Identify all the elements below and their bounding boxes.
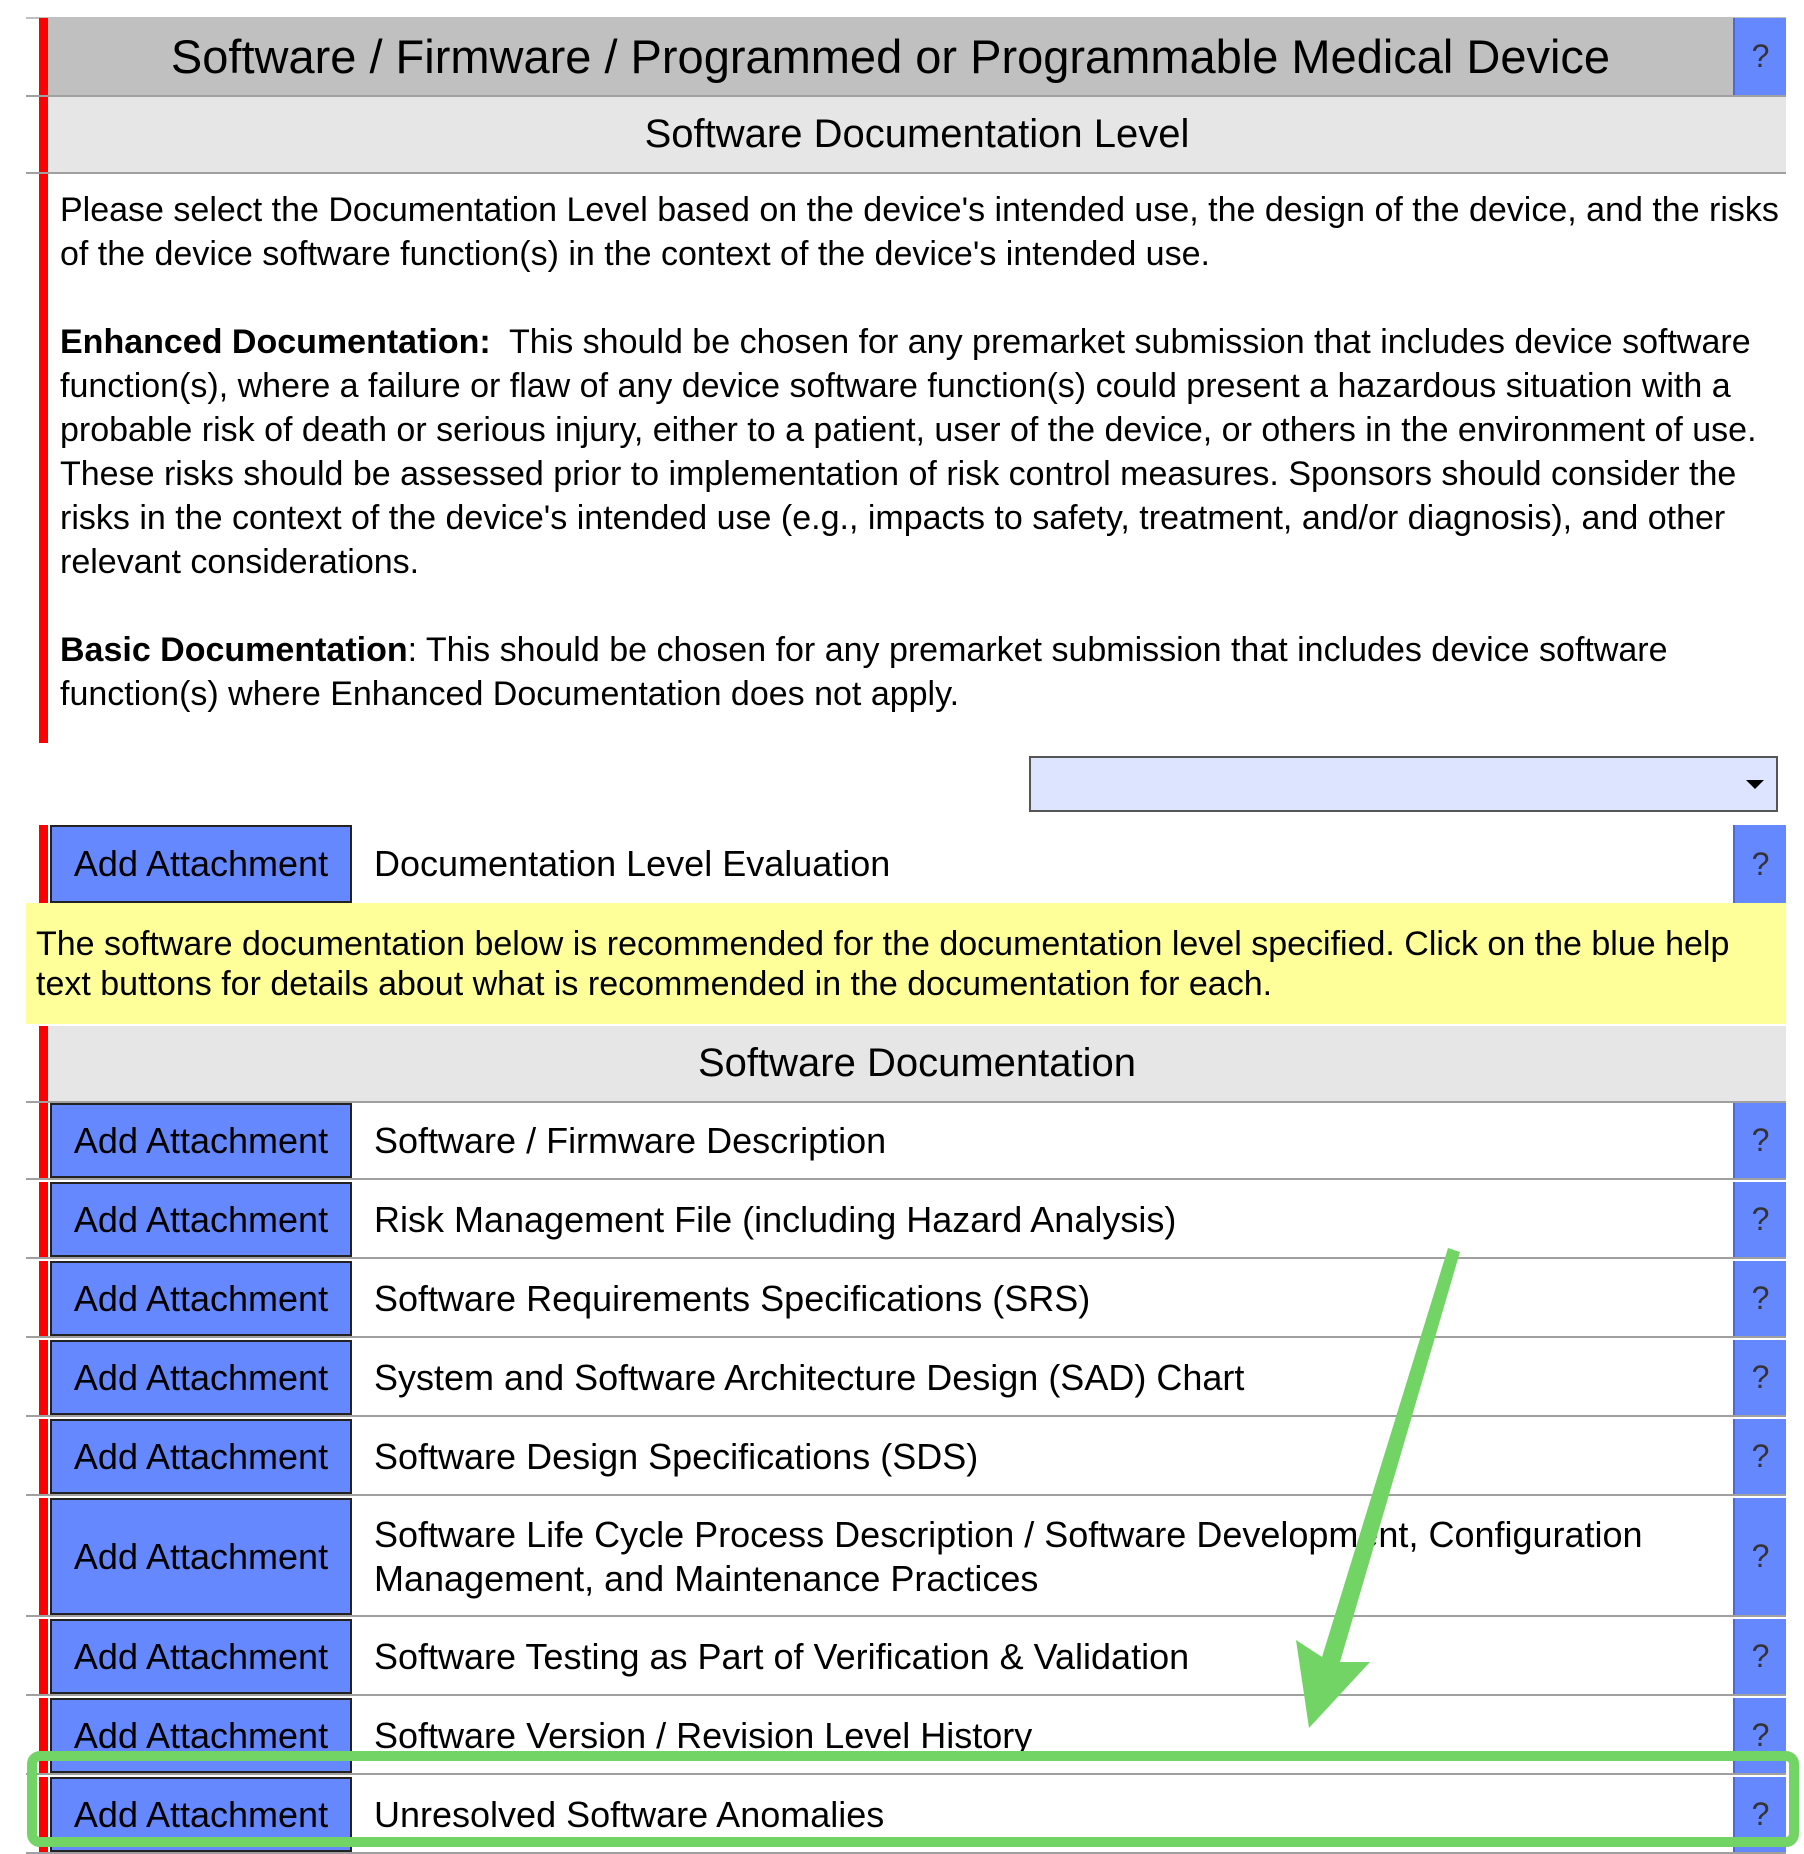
row-label: Documentation Level Evaluation xyxy=(374,843,891,884)
help-label: ? xyxy=(1751,1359,1770,1395)
help-label: ? xyxy=(1751,1122,1770,1158)
enhanced-label: Enhanced Documentation: xyxy=(60,323,491,361)
page-title: Software / Firmware / Programmed or Programmable Medical Device xyxy=(170,30,1611,83)
intro-text: Please select the Documentation Level based on the device's intended use, the design of the device, and the risks of the device software function(s) in the context of the device's intended use. xyxy=(60,191,1779,273)
add-attachment-button[interactable]: Add Attachment xyxy=(50,1182,352,1257)
subheader-title: Software Documentation Level xyxy=(644,112,1190,156)
row-label: Risk Management File (including Hazard Analysis) xyxy=(374,1198,1177,1240)
row-label: Software / Firmware Description xyxy=(374,1119,887,1161)
help-label: ? xyxy=(1751,1538,1770,1574)
row-label: Software Requirements Specifications (SRS) xyxy=(374,1277,1091,1319)
row-label: Software Testing as Part of Verification & Validation xyxy=(374,1635,1190,1677)
help-label: ? xyxy=(1751,845,1770,882)
add-attachment-button[interactable]: Add Attachment xyxy=(50,1698,352,1773)
basic-label: Basic Documentation xyxy=(60,631,408,669)
notice-text: The software documentation below is recommended for the documentation level specified. Click on the blue help text buttons for details about what is recommended in the documentation for each. xyxy=(36,925,1730,1003)
add-attachment-button[interactable]: Add Attachment xyxy=(50,1419,352,1494)
highlight-box xyxy=(32,1756,1794,1842)
add-attachment-button[interactable]: Add Attachment xyxy=(50,1261,352,1336)
add-attachment-button[interactable]: Add Attachment xyxy=(50,1619,352,1694)
row-label: Software Design Specifications (SDS) xyxy=(374,1435,979,1477)
row-label: Software Version / Revision Level History xyxy=(374,1714,1033,1756)
add-attachment-button[interactable]: Add Attachment xyxy=(50,1340,352,1415)
add-attachment-button[interactable]: Add Attachment xyxy=(50,825,352,903)
enhanced-body: This should be chosen for any premarket submission that includes device software function(s), where a failure or flaw of any device software function(s) could present a hazardous situation with a probable risk of death or serious injury, either to a patient, user of the device, or others in the environment of use. These risks should be assessed prior to implementation of risk control measures. Sponsors should consider the risks in the context of the device's intended use (e.g., impacts to safety, treatment, and/or diagnosis), and other relevant considerations. xyxy=(60,323,1757,581)
help-label: ? xyxy=(1751,1796,1770,1832)
add-attachment-button[interactable]: Add Attachment xyxy=(50,1498,352,1615)
row-label: Software Life Cycle Process Description / Software Development, Configuration Management, and Maintenance Practices xyxy=(374,1513,1643,1599)
row-label: System and Software Architecture Design (SAD) Chart xyxy=(374,1356,1245,1398)
help-label: ? xyxy=(1751,1438,1770,1474)
basic-body: : This should be chosen for any premarket submission that includes device software function(s) where Enhanced Documentation does not apply. xyxy=(60,631,1668,713)
help-label: ? xyxy=(1751,1717,1770,1753)
help-label: ? xyxy=(1751,1280,1770,1316)
help-label: ? xyxy=(1751,1638,1770,1674)
subheader-title: Software Documentation xyxy=(697,1041,1136,1085)
help-label: ? xyxy=(1751,1201,1770,1237)
help-label: ? xyxy=(1751,38,1770,74)
arrow-icon xyxy=(1296,1248,1460,1728)
row-label: Unresolved Software Anomalies xyxy=(374,1793,885,1835)
add-attachment-button[interactable]: Add Attachment xyxy=(50,1777,352,1852)
add-attachment-button[interactable]: Add Attachment xyxy=(50,1103,352,1178)
